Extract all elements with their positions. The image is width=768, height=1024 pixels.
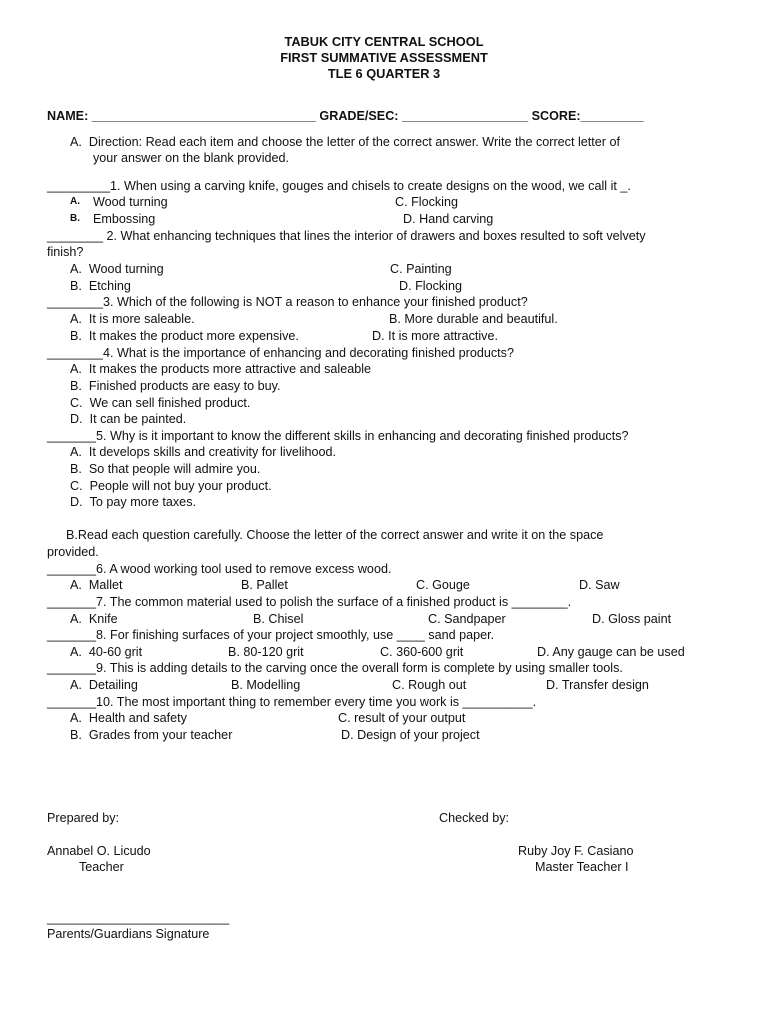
q9-option-d: D. Transfer design [546, 678, 649, 692]
q4-option-c: C. We can sell finished product. [70, 396, 251, 410]
preparer-role: Teacher [79, 860, 124, 874]
q9-option-c: C. Rough out [392, 678, 467, 692]
q6-option-b: B. Pallet [241, 578, 288, 592]
name-row [47, 108, 644, 124]
q5-option-a: A. It develops skills and creativity for livelihood. [70, 445, 336, 459]
q4-option-a: A. It makes the products more attractive and saleable [70, 362, 372, 376]
question-10: _______10. The most important thing to remember every time you work is __________. [47, 695, 537, 709]
q10-option-d: D. Design of your project [341, 728, 480, 742]
signature-line[interactable]: __________________________ [47, 911, 230, 925]
q1-letter-b: B. [70, 213, 80, 224]
q7-option-b: B. Chisel [253, 612, 304, 626]
question-5: _______5. Why is it important to know the different skills in enhancing and decorating finished products? [47, 429, 629, 443]
question-8: _______8. For finishing surfaces of your project smoothly, use ____ sand paper. [47, 628, 495, 642]
grade-label: GRADE/SEC: [319, 109, 399, 123]
q10-option-a: A. Health and safety [70, 711, 187, 725]
question-9: _______9. This is adding details to the carving once the overall form is complete by using smaller tools. [47, 661, 623, 675]
name-label: NAME: [47, 109, 89, 123]
q8-option-a: A. 40-60 grit [70, 645, 143, 659]
part-b-direction-cont: provided. [47, 545, 99, 559]
q3-option-b: B. More durable and beautiful. [389, 312, 558, 326]
q6-option-c: C. Gouge [416, 578, 470, 592]
part-b-direction: B.Read each question carefully. Choose the letter of the correct answer and write it on the space [66, 528, 604, 542]
q10-option-c: C. result of your output [338, 711, 466, 725]
q4-option-b: B. Finished products are easy to buy. [70, 379, 281, 393]
name-field[interactable]: ________________________________ [91, 109, 316, 123]
q3-option-a: A. It is more saleable. [70, 312, 195, 326]
part-a-direction-cont: your answer on the blank provided. [93, 151, 290, 165]
q7-option-c: C. Sandpaper [428, 612, 506, 626]
q7-option-d: D. Gloss paint [592, 612, 672, 626]
q8-option-c: C. 360-600 grit [380, 645, 464, 659]
q9-option-b: B. Modelling [231, 678, 301, 692]
q10-option-b: B. Grades from your teacher [70, 728, 233, 742]
question-4: ________4. What is the importance of enhancing and decorating finished products? [47, 346, 514, 360]
q9-option-a: A. Detailing [70, 678, 138, 692]
q3-option-d: D. It is more attractive. [372, 329, 498, 343]
q5-option-d: D. To pay more taxes. [70, 495, 196, 509]
q1-option-c: C. Flocking [395, 195, 458, 209]
question-7: _______7. The common material used to polish the surface of a finished product is ________. [47, 595, 572, 609]
grade-field[interactable]: __________________ [402, 109, 529, 123]
preparer-name: Annabel O. Licudo [47, 844, 151, 858]
part-a-direction: A. Direction: Read each item and choose the letter of the correct answer. Write the correct letter of [70, 135, 620, 149]
q5-option-c: C. People will not buy your product. [70, 479, 272, 493]
q1-option-b: Embossing [93, 212, 156, 226]
question-1: _________1. When using a carving knife, gouges and chisels to create designs on the wood, we call it _. [47, 179, 631, 193]
q2-option-b: B. Etching [70, 279, 131, 293]
question-2: ________ 2. What enhancing techniques that lines the interior of drawers and boxes resulted to soft velvety [47, 229, 646, 243]
question-3: ________3. Which of the following is NOT a reason to enhance your finished product? [47, 295, 528, 309]
question-6: _______6. A wood working tool used to remove excess wood. [47, 562, 392, 576]
q8-option-d: D. Any gauge can be used [537, 645, 685, 659]
q6-option-d: D. Saw [579, 578, 620, 592]
score-field[interactable]: _________ [580, 109, 644, 123]
signature-label: Parents/Guardians Signature [47, 927, 210, 941]
checker-role: Master Teacher I [535, 860, 629, 874]
question-2-cont: finish? [47, 245, 84, 259]
q3-option-c: B. It makes the product more expensive. [70, 329, 299, 343]
q2-option-c: C. Painting [390, 262, 452, 276]
checked-by-label: Checked by: [439, 811, 510, 825]
q7-option-a: A. Knife [70, 612, 118, 626]
q8-option-b: B. 80-120 grit [228, 645, 304, 659]
assessment-title: FIRST SUMMATIVE ASSESSMENT [280, 50, 488, 65]
q4-option-d: D. It can be painted. [70, 412, 187, 426]
school-name: TABUK CITY CENTRAL SCHOOL [284, 34, 484, 49]
q1-option-d: D. Hand carving [403, 212, 494, 226]
q2-option-a: A. Wood turning [70, 262, 164, 276]
q1-letter-a: A. [70, 196, 80, 207]
score-label: SCORE: [531, 109, 581, 123]
q6-option-a: A. Mallet [70, 578, 123, 592]
prepared-by-label: Prepared by: [47, 811, 120, 825]
q1-option-a: Wood turning [93, 195, 168, 209]
checker-name: Ruby Joy F. Casiano [518, 844, 634, 858]
q2-option-d: D. Flocking [399, 279, 462, 293]
subject-title: TLE 6 QUARTER 3 [327, 66, 441, 81]
q5-option-b: B. So that people will admire you. [70, 462, 261, 476]
